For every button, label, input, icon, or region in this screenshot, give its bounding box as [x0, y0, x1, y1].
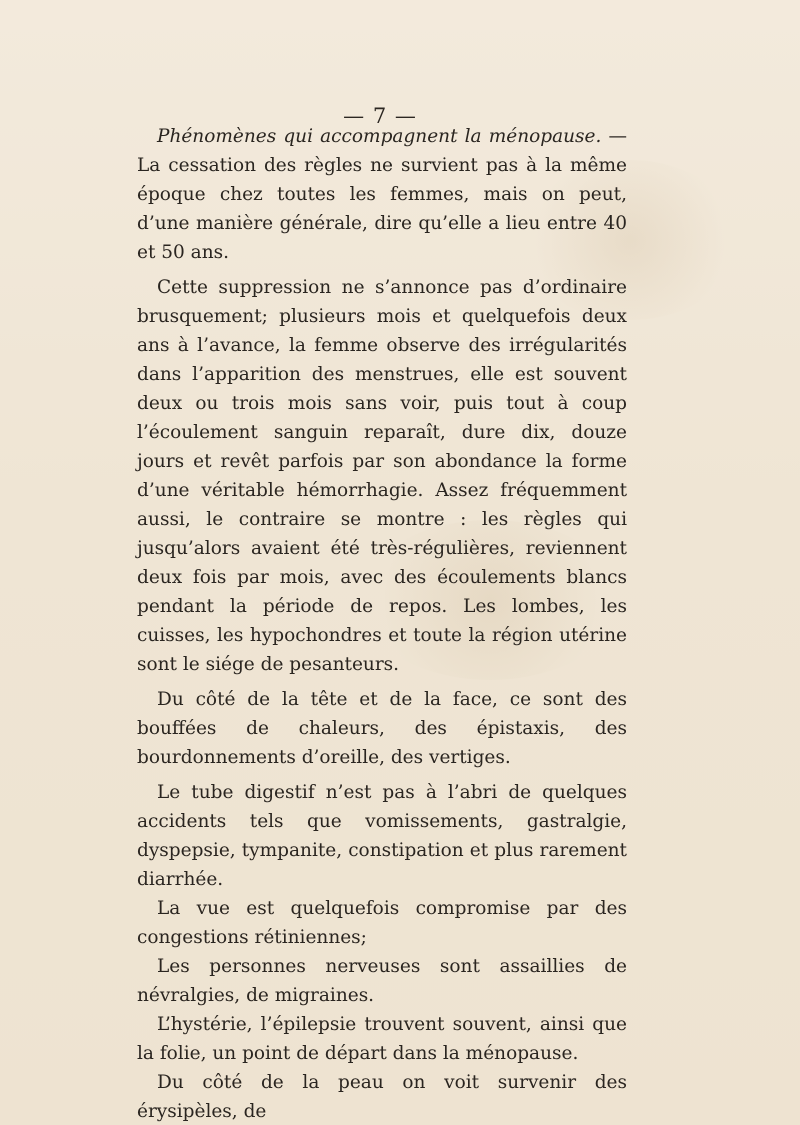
section-heading: Phénomènes qui accompagnent la ménopause.	[157, 126, 602, 147]
body-text	[137, 122, 627, 1125]
paragraph: Du côté de la peau on voit survenir des érysipèles, de	[137, 1072, 627, 1122]
paragraph: Les personnes nerveuses sont assaillies de névralgies, de migraines.	[137, 956, 627, 1006]
paragraph	[137, 122, 627, 267]
paragraph-text: — La cessation des règles ne survient pas à la même époque chez toutes les femmes, mais on peut, d’une manière générale, dire qu’elle a lieu entre 40 et 50 ans.	[137, 126, 627, 263]
page-number: — 7 —	[343, 104, 417, 128]
paragraph: Cette suppression ne s’annonce pas d’ordinaire brusquement; plusieurs mois et quelquefois deux ans à l’avance, la femme observe des irrégularités dans l’apparition des menstrues, elle est souvent deux ou trois mois sans voir, puis tout à coup l’écoulement sanguin reparaît, dure dix, douze jours et revêt parfois par son abondance la forme d’une véritable hémorrhagie. Assez fréquemment aussi, le contraire se montre : les règles qui jusqu’alors avaient été très-régulières, reviennent deux fois par mois, avec des écoulements blancs pendant la période de repos. Les lombes, les cuisses, les hypochondres et toute la région utérine sont le siége de pesanteurs.	[137, 277, 627, 675]
paragraph: Du côté de la tête et de la face, ce sont des bouffées de chaleurs, des épistaxis, des bourdonnements d’oreille, des vertiges.	[137, 689, 627, 768]
paragraph: L’hystérie, l’épilepsie trouvent souvent, ainsi que la folie, un point de départ dans la ménopause.	[137, 1014, 627, 1064]
paragraph: La vue est quelquefois compromise par des congestions rétiniennes;	[137, 898, 627, 948]
paragraph: Le tube digestif n’est pas à l’abri de quelques accidents tels que vomissements, gastralgie, dyspepsie, tympanite, constipation et plus rarement diarrhée.	[137, 782, 627, 890]
